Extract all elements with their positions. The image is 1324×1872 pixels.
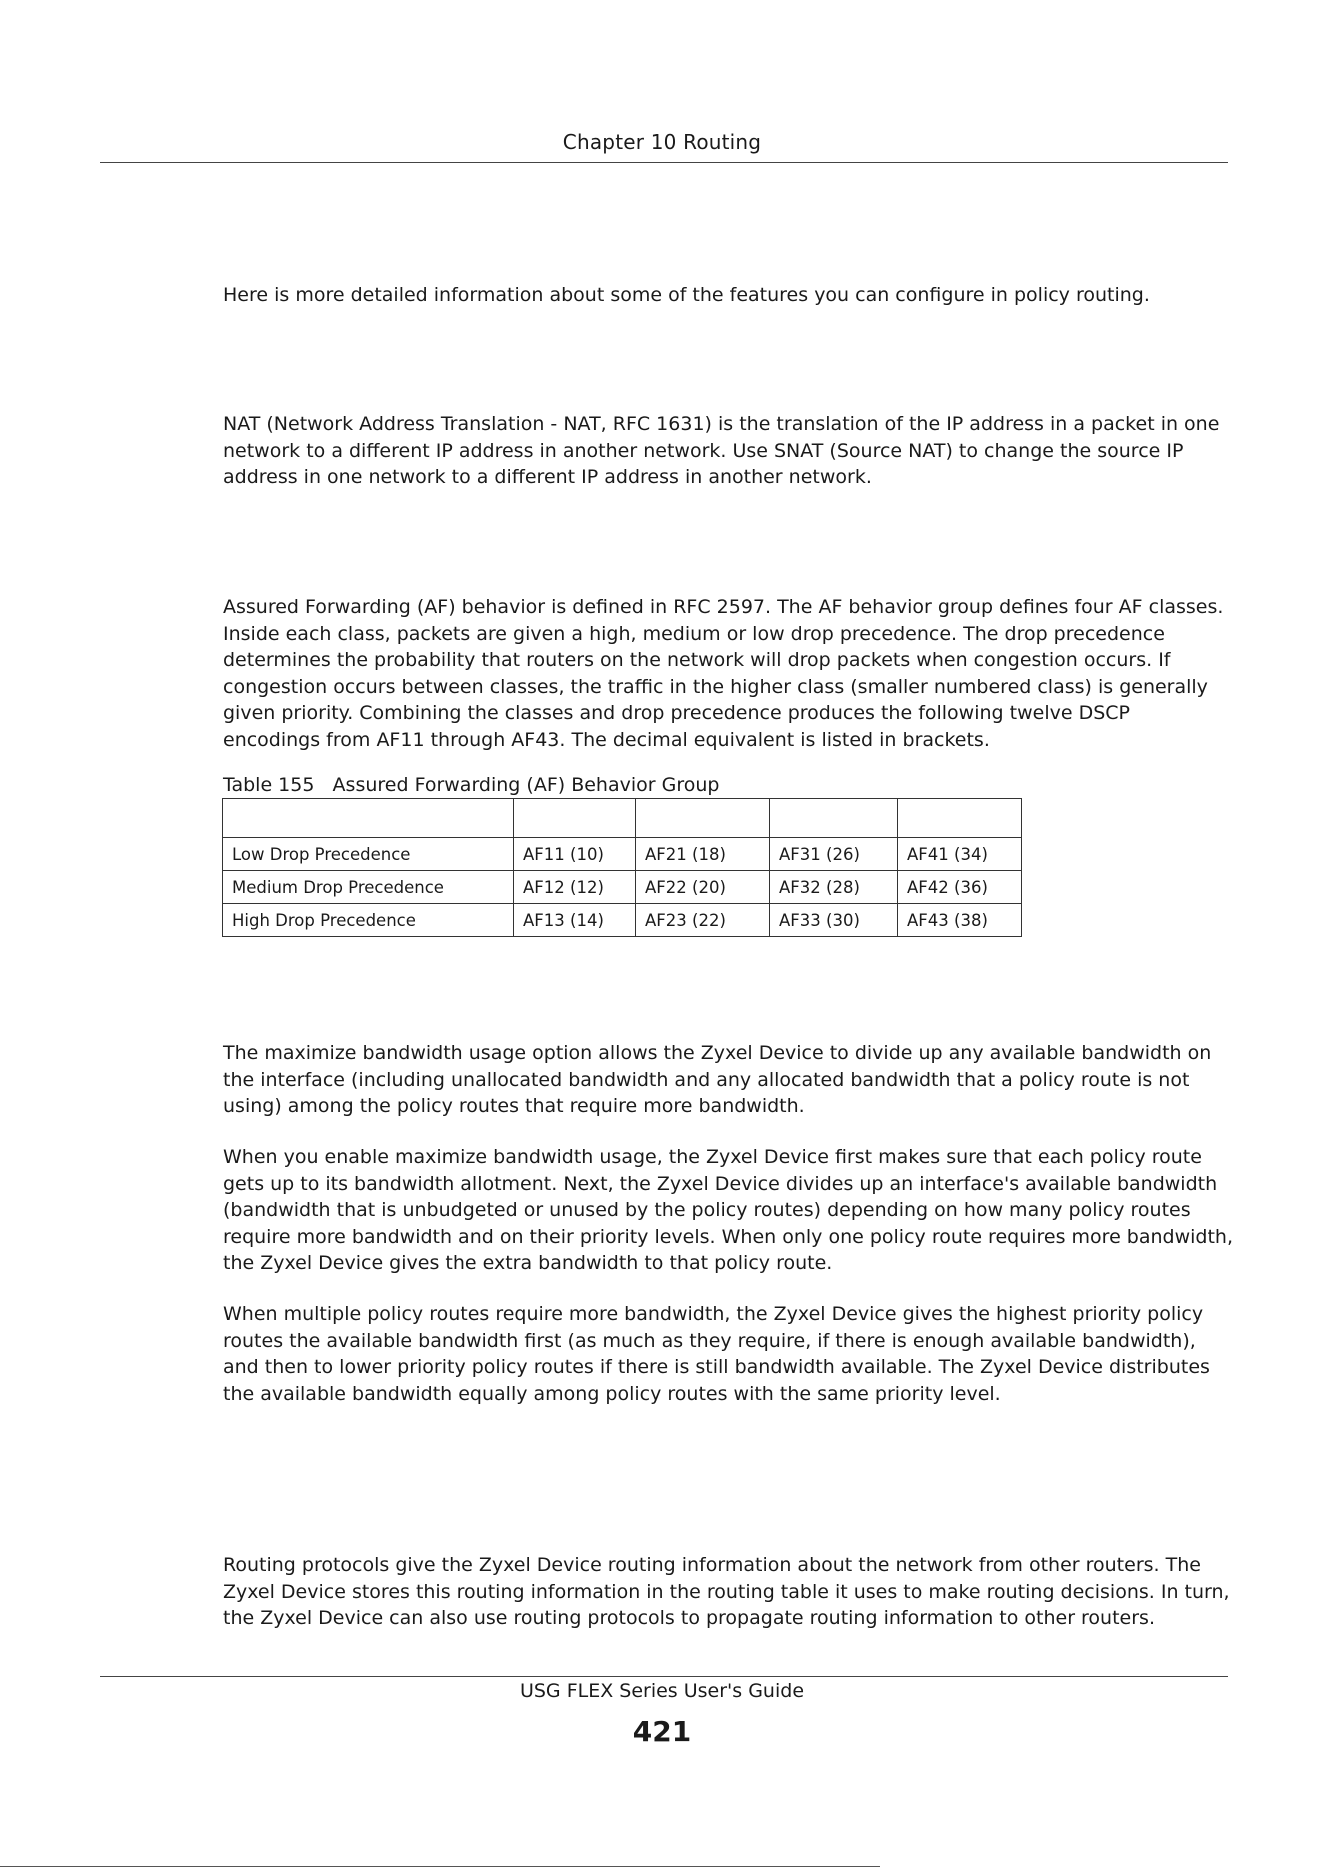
table-cell: Low Drop Precedence — [223, 838, 514, 871]
table-cell: AF11 (10) — [514, 838, 636, 871]
table-cell: AF21 (18) — [636, 838, 770, 871]
table-header-cell — [898, 799, 1022, 838]
table-cell: AF12 (12) — [514, 871, 636, 904]
routing-protocols-paragraph: Routing protocols give the Zyxel Device routing information about the network from other routers. The Zyxel Device stores this routing information in the routing table it uses to make routing decisions. In turn, the Zyxel Device can also use routing protocols to propagate routing information to other routers. — [223, 1554, 1230, 1629]
assured-forwarding-paragraph: Assured Forwarding (AF) behavior is defined in RFC 2597. The AF behavior group defines four AF classes. Inside each class, packets are given a high, medium or low drop precedence. The drop precedence determines the probability that routers on the network will drop packets when congestion occurs. If congestion occurs between classes, the traffic in the higher class (smaller numbered class) is generally given priority. Combining the classes and drop precedence produces the following twelve DSCP encodings from AF11 through AF43. The decimal equivalent is listed in brackets. — [223, 596, 1224, 751]
table-cell: AF13 (14) — [514, 904, 636, 937]
table-header-cell — [636, 799, 770, 838]
table-cell: AF22 (20) — [636, 871, 770, 904]
table-caption: Table 155 Assured Forwarding (AF) Behavior Group — [223, 774, 720, 796]
page-bottom-edge — [0, 1866, 880, 1867]
max-bandwidth-paragraph-1: The maximize bandwidth usage option allows the Zyxel Device to divide up any available bandwidth on the interface (including unallocated bandwidth and any allocated bandwidth that a policy route is not using) among the policy routes that require more bandwidth. — [223, 1042, 1212, 1117]
table-cell: AF42 (36) — [898, 871, 1022, 904]
table-row — [223, 838, 1022, 871]
nat-paragraph: NAT (Network Address Translation - NAT, RFC 1631) is the translation of the IP address in a packet in one network to a different IP address in another network. Use SNAT (Source NAT) to change the source IP address in one network to a different IP address in another network. — [223, 413, 1220, 488]
max-bandwidth-paragraph-2: When you enable maximize bandwidth usage, the Zyxel Device first makes sure that each policy route gets up to its bandwidth allotment. Next, the Zyxel Device divides up an interface's available bandwidth (bandwidth that is unbudgeted or unused by the policy routes) depending on how many policy routes require more bandwidth and on their priority levels. When only one policy route requires more bandwidth, the Zyxel Device gives the extra bandwidth to that policy route. — [223, 1146, 1234, 1274]
table-cell: AF41 (34) — [898, 838, 1022, 871]
table-cell: AF23 (22) — [636, 904, 770, 937]
table-header-cell — [514, 799, 636, 838]
footer-divider — [100, 1676, 1228, 1677]
table-cell: Medium Drop Precedence — [223, 871, 514, 904]
max-bandwidth-paragraph-3: When multiple policy routes require more bandwidth, the Zyxel Device gives the highest priority policy routes the available bandwidth first (as much as they require, if there is enough available bandwidth), and then to lower priority policy routes if there is still bandwidth available. The Zyxel Device distributes the available bandwidth equally among policy routes with the same priority level. — [223, 1303, 1210, 1405]
table-cell: AF32 (28) — [770, 871, 898, 904]
header-divider — [100, 162, 1228, 163]
table-row — [223, 904, 1022, 937]
table-header-row — [223, 799, 1022, 838]
chapter-title: Chapter 10 Routing — [562, 130, 762, 154]
table-cell: AF33 (30) — [770, 904, 898, 937]
page-number: 421 — [632, 1715, 692, 1748]
table-cell: High Drop Precedence — [223, 904, 514, 937]
table-cell: AF43 (38) — [898, 904, 1022, 937]
af-behavior-table — [222, 798, 1022, 937]
table-cell: AF31 (26) — [770, 838, 898, 871]
table-header-cell — [770, 799, 898, 838]
table-row — [223, 871, 1022, 904]
table-header-cell — [223, 799, 514, 838]
intro-paragraph: Here is more detailed information about some of the features you can configure in policy routing. — [223, 284, 1150, 306]
guide-title: USG FLEX Series User's Guide — [519, 1680, 805, 1702]
